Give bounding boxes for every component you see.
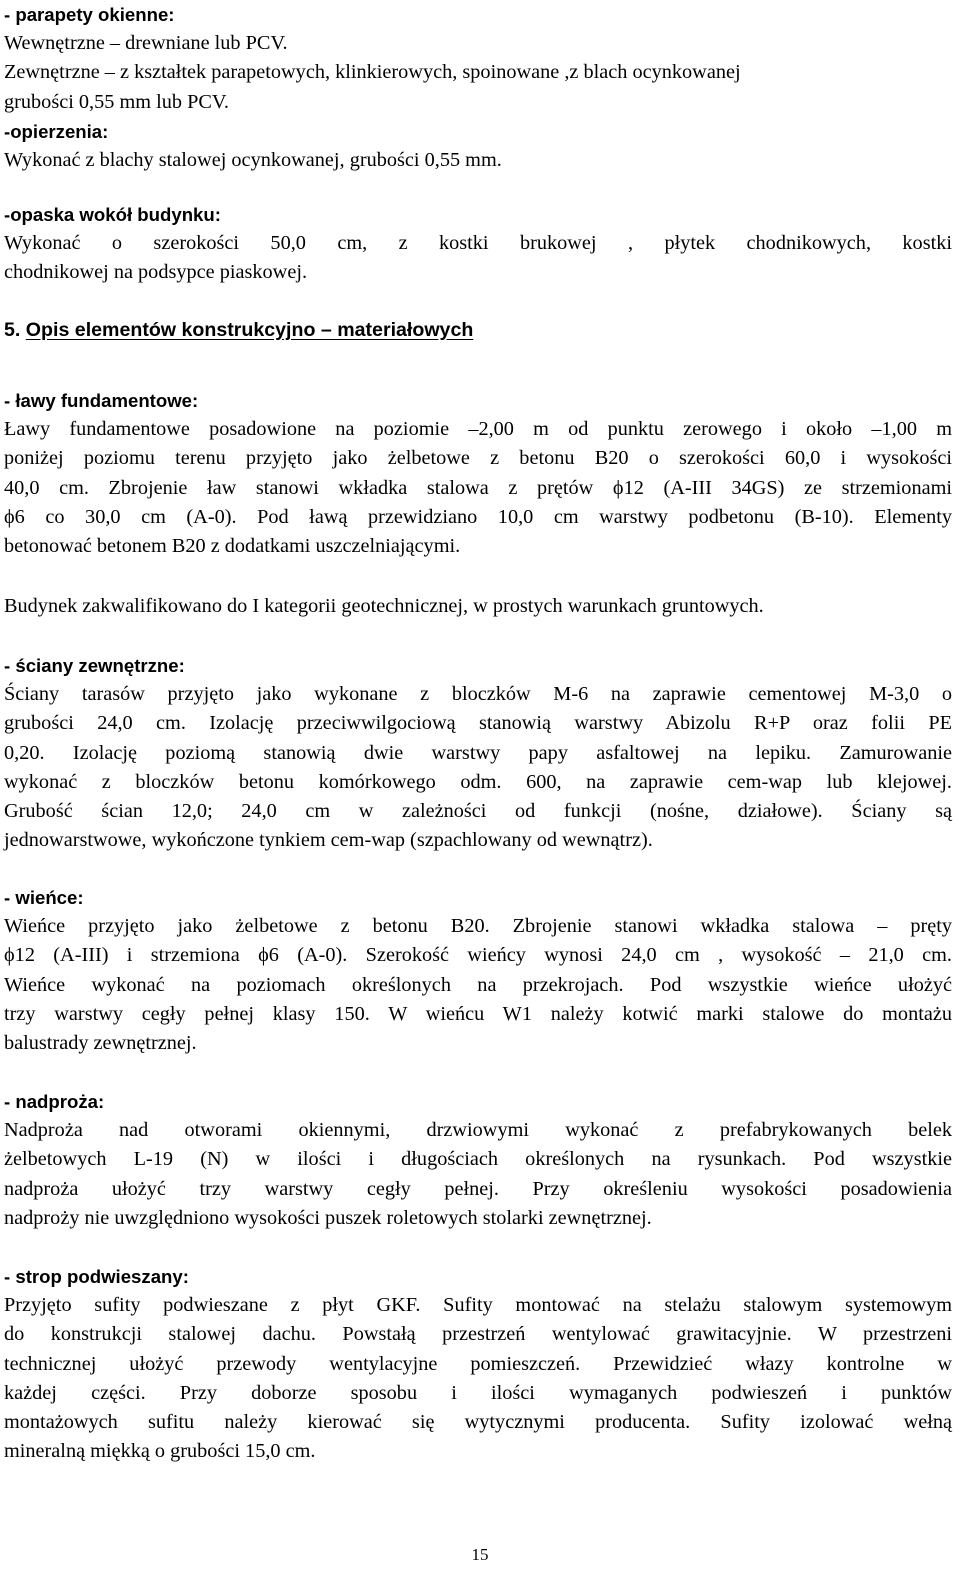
- lawy-block: [4, 386, 952, 561]
- text-line: chodnikowej na podsypce piaskowej.: [4, 261, 308, 284]
- geotech-paragraph-block: [4, 592, 952, 621]
- text-line: ϕ6 co 30,0 cm (A-0). Pod ławą przewidziano 10,0 cm warstwy podbetonu (B-10). Elementy: [4, 505, 952, 528]
- text-line: betonować betonem B20 z dodatkami uszczelniającymi.: [4, 535, 461, 558]
- opierzenia-block: [4, 117, 952, 175]
- sciany-heading: - ściany zewnętrzne:: [4, 655, 185, 676]
- parapety-block: [4, 0, 952, 117]
- strop-block: [4, 1262, 952, 1466]
- opierzenia-heading: -opierzenia:: [4, 121, 109, 142]
- text-line: grubości 0,55 mm lub PCV.: [4, 90, 229, 113]
- lawy-heading: - ławy fundamentowe:: [4, 390, 199, 411]
- text-line: balustrady zewnętrznej.: [4, 1032, 197, 1055]
- text-line: Ławy fundamentowe posadowione na poziomie –2,00 m od punktu zerowego i około –1,00 m: [4, 418, 952, 441]
- text-line: wykonać z bloczków betonu komórkowego odm. 600, na zaprawie cem-wap lub klejowej.: [4, 770, 952, 793]
- text-line: nadproża ułożyć trzy warstwy cegły pełnej. Przy określeniu wysokości posadowienia: [4, 1177, 952, 1200]
- section-number: 5.: [4, 319, 21, 341]
- text-line: nadproży nie uwzględniono wysokości puszek roletowych stolarki zewnętrznej.: [4, 1206, 652, 1229]
- text-line: Wieńce przyjęto jako żelbetowe z betonu B20. Zbrojenie stanowi wkładka stalowa – pręty: [4, 915, 952, 938]
- text-line: Nadproża nad otworami okiennymi, drzwiowymi wykonać z prefabrykowanych belek: [4, 1119, 952, 1142]
- wience-heading: - wieńce:: [4, 887, 84, 908]
- section-title: Opis elementów konstrukcyjno – materiałowych: [25, 319, 474, 341]
- text-line: technicznej ułożyć przewody wentylacyjne pomieszczeń. Przewidzieć włazy kontrolne w: [4, 1352, 952, 1375]
- text-line: Przyjęto sufity podwieszane z płyt GKF. Sufity montować na stelażu stalowym systemowym: [4, 1294, 952, 1317]
- wience-block: [4, 883, 952, 1058]
- text-line: 40,0 cm. Zbrojenie ław stanowi wkładka stalowa z prętów ϕ12 (A-III 34GS) ze strzemionami: [4, 476, 952, 499]
- section-heading: [4, 315, 952, 345]
- geotech-paragraph: Budynek zakwalifikowano do I kategorii geotechnicznej, w prostych warunkach gruntowych.: [4, 595, 764, 617]
- text-line: ϕ12 (A-III) i strzemiona ϕ6 (A-0). Szerokość wieńcy wynosi 24,0 cm , wysokość – 21,0 cm.: [4, 944, 952, 967]
- text-line: każdej części. Przy doborze sposobu i ilości wymaganych podwieszeń i punktów: [4, 1381, 952, 1404]
- text-line: do konstrukcji stalowej dachu. Powstałą przestrzeń wentylować grawitacyjnie. W przestrzeni: [4, 1323, 952, 1346]
- text-line: Ściany tarasów przyjęto jako wykonane z bloczków M-6 na zaprawie cementowej M-3,0 o: [4, 683, 952, 706]
- opaska-heading: -opaska wokół budynku:: [4, 204, 221, 225]
- text-line: Wieńce wykonać na poziomach określonych na przekrojach. Pod wszystkie wieńce ułożyć: [4, 973, 952, 996]
- text-line: poniżej poziomu terenu przyjęto jako żelbetowe z betonu B20 o szerokości 60,0 i wysokości: [4, 447, 952, 470]
- text-line: Zewnętrzne – z kształtek parapetowych, klinkierowych, spoinowane ,z blach ocynkowanej: [4, 61, 741, 84]
- text-line: grubości 24,0 cm. Izolację przeciwwilgociową stanowią warstwy Abizolu R+P oraz folii PE: [4, 712, 952, 735]
- text-line: 0,20. Izolację poziomą stanowią dwie warstwy papy asfaltowej na lepiku. Zamurowanie: [4, 741, 952, 764]
- text-line: żelbetowych L-19 (N) w ilości i długościach określonych na rysunkach. Pod wszystkie: [4, 1148, 952, 1171]
- strop-heading: - strop podwieszany:: [4, 1266, 189, 1287]
- nadproza-block: [4, 1087, 952, 1233]
- text-line: jednowarstwowe, wykończone tynkiem cem-wap (szpachlowany od wewnątrz).: [4, 829, 653, 852]
- text-line: trzy warstwy cegły pełnej klasy 150. W wieńcu W1 należy kotwić marki stalowe do montażu: [4, 1002, 952, 1025]
- text-line: Wykonać o szerokości 50,0 cm, z kostki brukowej , płytek chodnikowych, kostki: [4, 232, 952, 255]
- text-line: Grubość ścian 12,0; 24,0 cm w zależności od funkcji (nośne, działowe). Ściany są: [4, 800, 952, 823]
- parapety-heading: - parapety okienne:: [4, 4, 175, 25]
- text-line: Wewnętrzne – drewniane lub PCV.: [4, 32, 288, 55]
- text-line: montażowych sufitu należy kierować się wytycznymi producenta. Sufity izolować wełną: [4, 1411, 952, 1434]
- text-line: Wykonać z blachy stalowej ocynkowanej, grubości 0,55 mm.: [4, 149, 502, 172]
- opaska-block: [4, 200, 952, 288]
- page-number: 15: [471, 1545, 489, 1564]
- text-line: mineralną miękką o grubości 15,0 cm.: [4, 1440, 316, 1463]
- nadproza-heading: - nadproża:: [4, 1091, 105, 1112]
- sciany-block: [4, 651, 952, 855]
